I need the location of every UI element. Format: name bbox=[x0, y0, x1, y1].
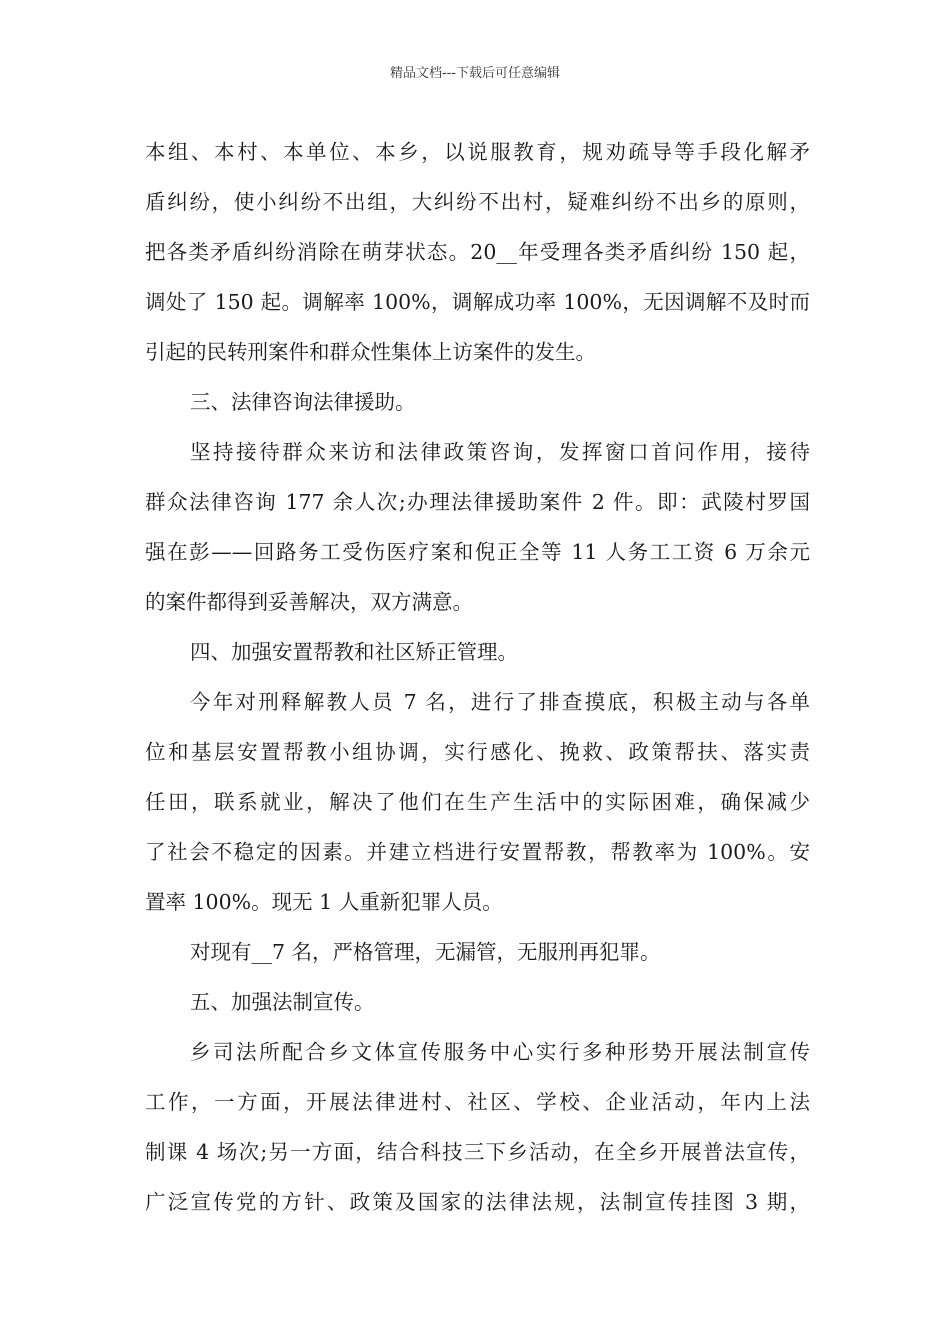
text-line: 位和基层安置帮教小组协调，实行感化、挽救、政策帮扶、落实责 bbox=[145, 740, 810, 764]
text-line: 置率 100%。现无 1 人重新犯罪人员。 bbox=[145, 890, 503, 914]
text-line: 把各类矛盾纠纷消除在萌芽状态。20__年受理各类矛盾纠纷 150 起， bbox=[145, 240, 810, 264]
text-line: 工作，一方面，开展法律进村、社区、学校、企业活动，年内上法 bbox=[145, 1090, 810, 1114]
text-line: 调处了 150 起。调解率 100%，调解成功率 100%，无因调解不及时而 bbox=[145, 290, 810, 314]
section-heading-4: 四、加强安置帮教和社区矫正管理。 bbox=[190, 640, 518, 664]
section-heading-5: 五、加强法制宣传。 bbox=[190, 990, 375, 1014]
text-line: 今年对刑释解教人员 7 名，进行了排查摸底，积极主动与各单 bbox=[190, 690, 810, 714]
text-line: 坚持接待群众来访和法律政策咨询，发挥窗口首问作用，接待 bbox=[190, 440, 810, 464]
text-line: 制课 4 场次;另一方面，结合科技三下乡活动，在全乡开展普法宣传， bbox=[145, 1140, 810, 1164]
text-line: 引起的民转刑案件和群众性集体上访案件的发生。 bbox=[145, 340, 596, 364]
text-line: 任田，联系就业，解决了他们在生产生活中的实际困难，确保减少 bbox=[145, 790, 810, 814]
text-line: 对现有__7 名，严格管理，无漏管，无服刑再犯罪。 bbox=[190, 940, 661, 964]
text-line: 强在彭——回路务工受伤医疗案和倪正全等 11 人务工工资 6 万余元 bbox=[145, 540, 810, 564]
text-line: 群众法律咨询 177 余人次;办理法律援助案件 2 件。即：武陵村罗国 bbox=[145, 490, 810, 514]
section-heading-3: 三、法律咨询法律援助。 bbox=[190, 390, 416, 414]
text-line: 盾纠纷，使小纠纷不出组，大纠纷不出村，疑难纠纷不出乡的原则， bbox=[145, 190, 810, 214]
document-body bbox=[145, 127, 810, 1227]
text-line: 了社会不稳定的因素。并建立档进行安置帮教，帮教率为 100%。安 bbox=[145, 840, 810, 864]
text-line: 乡司法所配合乡文体宣传服务中心实行多种形势开展法制宣传 bbox=[190, 1040, 810, 1064]
text-line: 的案件都得到妥善解决，双方满意。 bbox=[145, 590, 473, 614]
text-line: 广泛宣传党的方针、政策及国家的法律法规，法制宣传挂图 3 期， bbox=[145, 1190, 810, 1214]
page-header: 精品文档---下载后可任意编辑 bbox=[389, 66, 561, 81]
text-line: 本组、本村、本单位、本乡，以说服教育，规劝疏导等手段化解矛 bbox=[145, 140, 810, 164]
